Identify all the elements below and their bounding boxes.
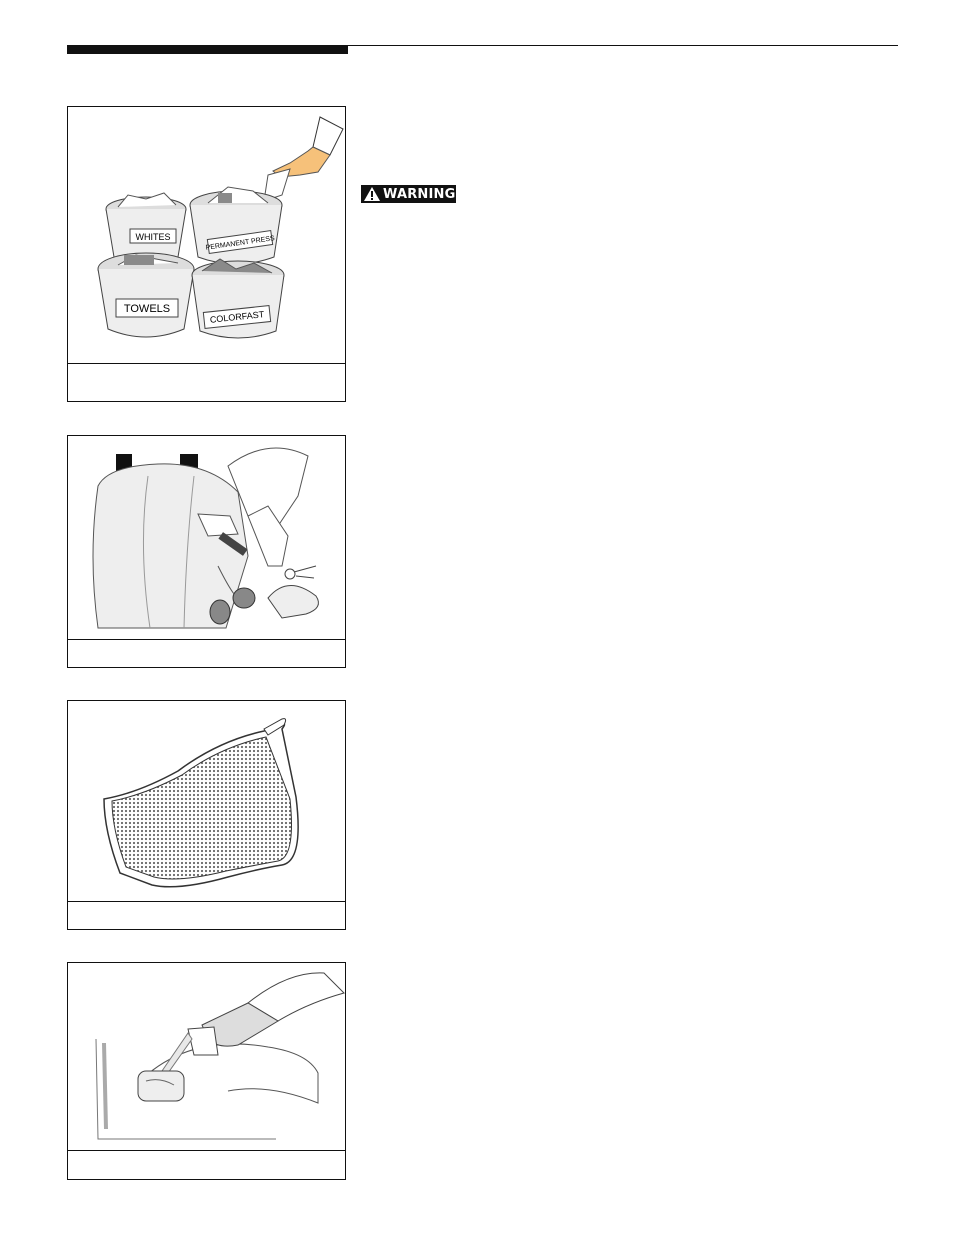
basket-towels — [98, 253, 194, 337]
figure-caption — [68, 655, 345, 667]
basket-permanent-press — [190, 187, 282, 264]
warning-badge — [361, 185, 456, 203]
figure-caption — [68, 917, 345, 929]
figure-caption — [68, 389, 345, 401]
warning-triangle-icon — [364, 187, 380, 201]
check-pockets-illustration — [68, 436, 345, 640]
figure-caption — [68, 1167, 345, 1179]
sorting-baskets-illustration — [68, 107, 345, 364]
basket-colorfast — [192, 259, 284, 338]
mesh-bag-illustration — [68, 701, 345, 902]
basket-label-whites: WHITES — [135, 232, 171, 242]
warning-label: WARNING — [383, 186, 456, 202]
mesh-bag-image — [68, 701, 345, 901]
basket-label-towels: TOWELS — [123, 303, 171, 315]
figure-check-pockets — [67, 435, 346, 668]
header-bar-thick — [67, 45, 348, 54]
laundry-baskets-image — [68, 107, 345, 363]
pouring-dispenser-image — [68, 963, 345, 1150]
header-rule — [348, 45, 898, 46]
figure-pour-dispenser — [67, 962, 346, 1180]
basket-label-colorfast: COLORFAST — [209, 309, 265, 325]
pour-dispenser-illustration — [68, 963, 345, 1151]
pants-pocket-image — [68, 436, 345, 639]
figure-sorting-baskets — [67, 106, 346, 402]
basket-label-permanent-press: PERMANENT PRESS — [205, 235, 276, 252]
figure-mesh-bag — [67, 700, 346, 930]
